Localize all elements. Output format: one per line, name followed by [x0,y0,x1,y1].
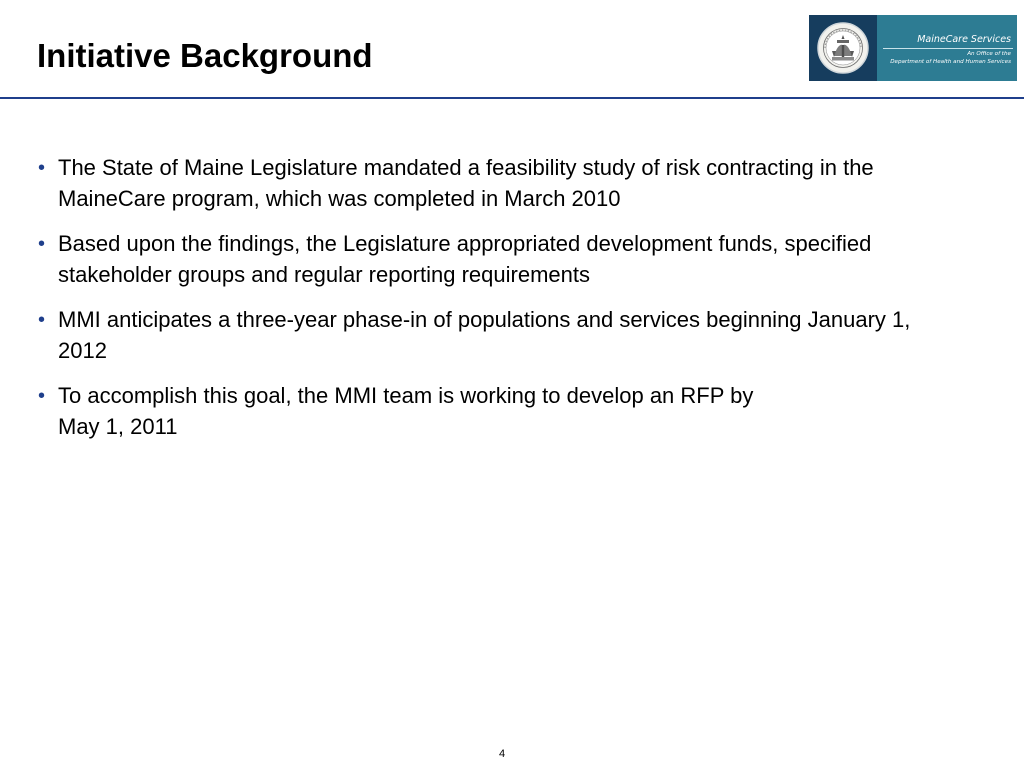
slide-title: Initiative Background [37,37,373,74]
bullet-item [30,381,950,442]
bullet-item [30,229,950,290]
logo-text-panel [877,15,1017,81]
bullet-dot-icon: • [38,157,46,179]
logo-divider [883,48,1013,49]
title-divider [0,97,1024,99]
bullet-text: Based upon the findings, the Legislature appropriated development funds, specified stakeholder groups and regular reporting requirements [58,231,872,287]
bullet-list [30,153,950,457]
bullet-item [30,153,950,214]
bullet-text: To accomplish this goal, the MMI team is working to develop an RFP by May 1, 2011 [58,383,754,439]
bullet-dot-icon: • [38,385,46,407]
bullet-dot-icon: • [38,233,46,255]
bullet-item [30,305,950,366]
maine-state-seal-icon [816,21,870,75]
bullet-text: MMI anticipates a three-year phase-in of populations and services beginning January 1, 2012 [58,307,911,363]
mainecare-logo [809,15,1017,81]
logo-seal-panel [809,15,877,81]
bullet-text: The State of Maine Legislature mandated a feasibility study of risk contracting in the MaineCare program, which was completed in March 2010 [58,155,874,211]
logo-subtitle-line2: Department of Health and Human Services [890,59,1011,65]
logo-subtitle-line1: An Office of the [967,51,1011,57]
logo-brand-name: MaineCare Services [917,34,1011,45]
page-number: 4 [498,748,506,760]
bullet-dot-icon: • [38,309,46,331]
